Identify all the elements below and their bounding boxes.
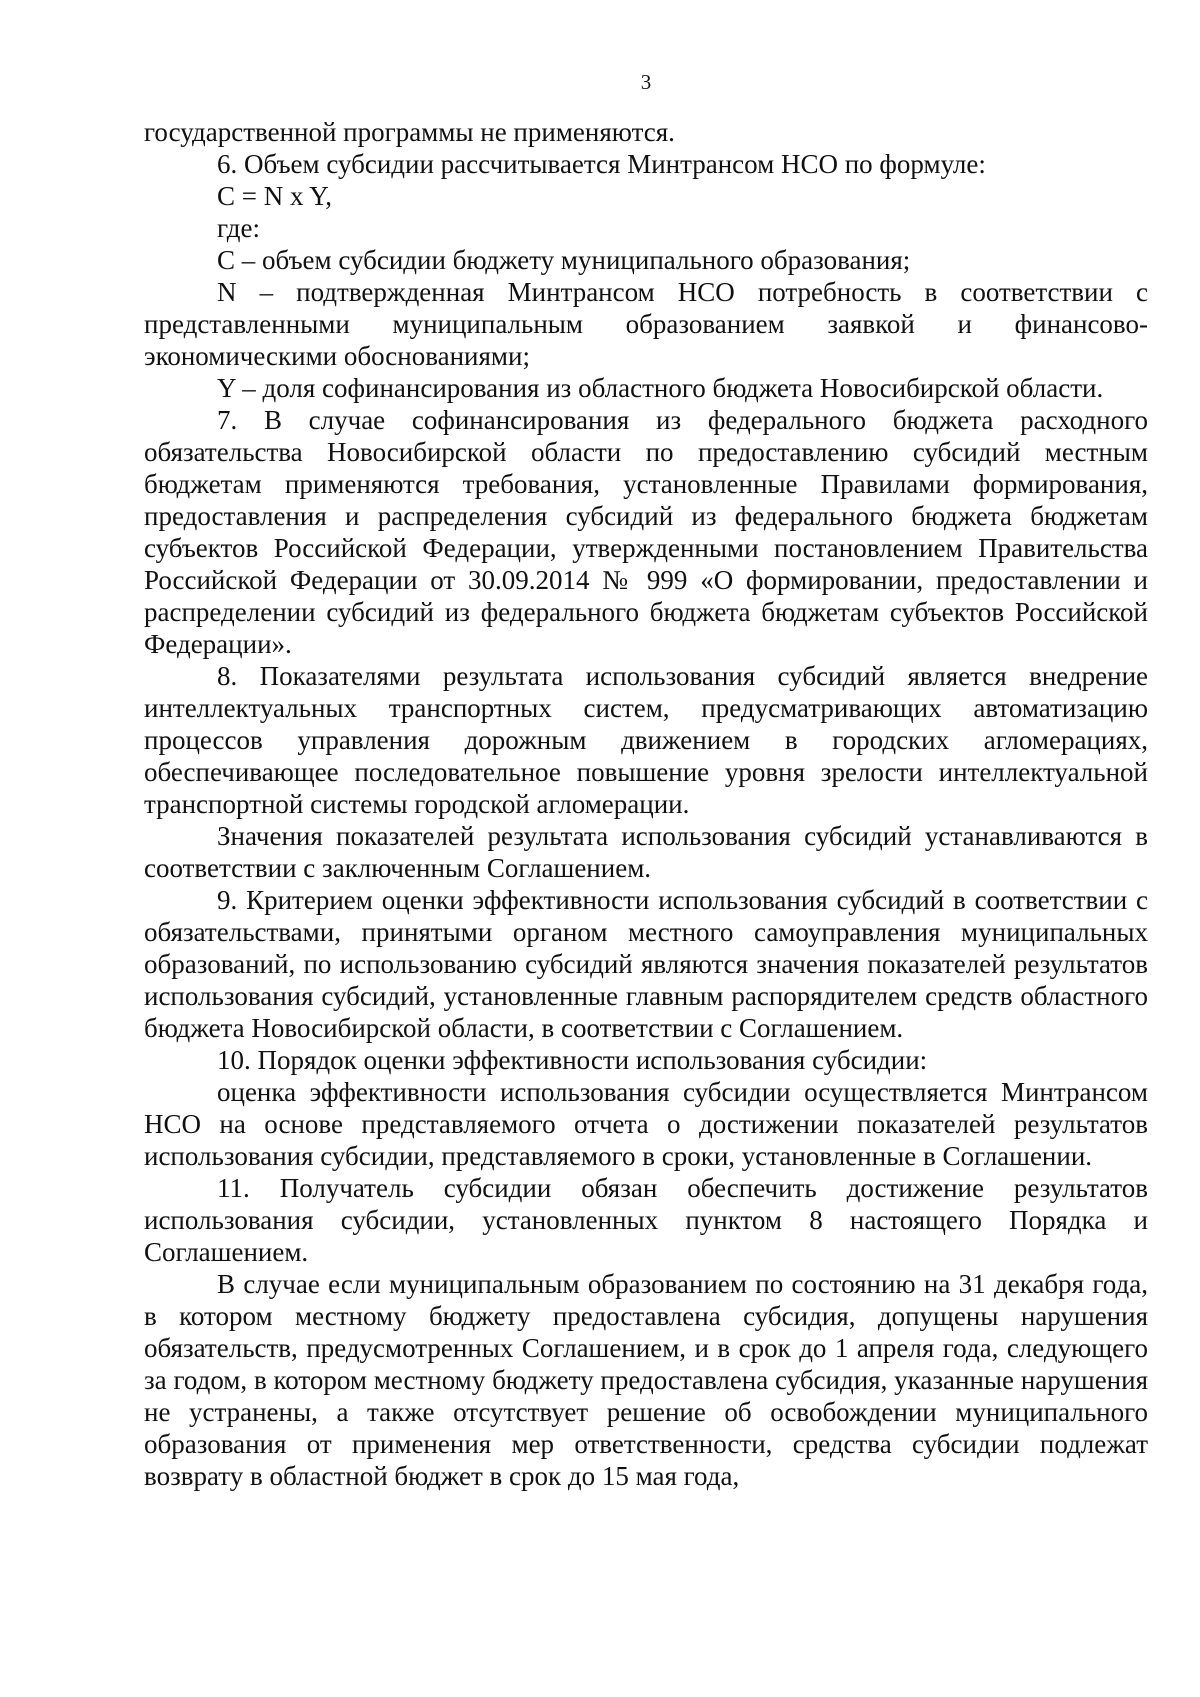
formula: C = N x Y,	[217, 181, 333, 211]
paragraph-item-8: 8. Показателями результата использования субсидий является внедрение интеллектуальных транспортных систем, предусматривающих автоматизацию процессов управления дорожным движением в городских агломерациях, обеспечивающее последовательное повышение уровня зрелости интеллектуальной транспортной системы городской агломерации.	[144, 661, 1148, 819]
document-body	[144, 116, 1148, 1492]
paragraph-evaluation: оценка эффективности использования субсидии осуществляется Минтрансом НСО на основе представляемого отчета о достижении показателей результатов использования субсидии, представляемого в сроки, установленные в Соглашении.	[144, 1077, 1148, 1171]
page-number: 3	[640, 70, 652, 94]
paragraph-item-10: 10. Порядок оценки эффективности использования субсидии:	[217, 1045, 928, 1075]
paragraph-item-9: 9. Критерием оценки эффективности использования субсидий в соответствии с обязательствами, принятыми органом местного самоуправления муниципальных образований, по использованию субсидий являются значения показателей результатов использования субсидий, установленные главным распорядителем средств областного бюджета Новосибирской области, в соответствии с Соглашением.	[144, 885, 1148, 1043]
formula-definition-y: Y – доля софинансирования из областного бюджета Новосибирской области.	[217, 373, 1104, 403]
paragraph-violations: В случае если муниципальным образованием по состоянию на 31 декабря года, в котором местному бюджету предоставлена субсидия, допущены нарушения обязательств, предусмотренных Соглашением, и в срок до 1 апреля года, следующего за годом, в котором местному бюджету предоставлена субсидия, указанные нарушения не устранены, а также отсутствует решение об освобождении муниципального образования от применения мер ответственности, средства субсидии подлежат возврату в областной бюджет в срок до 15 мая года,	[144, 1269, 1148, 1491]
paragraph-continuation: государственной программы не применяются.	[144, 117, 675, 147]
formula-definition-n: N – подтвержденная Минтрансом НСО потребность в соответствии с представленными муниципальным образованием заявкой и финансово-экономическими обоснованиями;	[144, 277, 1148, 371]
paragraph-item-6: 6. Объем субсидии рассчитывается Минтрансом НСО по формуле:	[217, 149, 986, 179]
paragraph-item-11: 11. Получатель субсидии обязан обеспечить достижение результатов использования субсидии, установленных пунктом 8 настоящего Порядка и Соглашением.	[144, 1173, 1148, 1267]
paragraph-indicator-values: Значения показателей результата использования субсидий устанавливаются в соответствии с заключенным Соглашением.	[144, 821, 1148, 883]
paragraph-item-7: 7. В случае софинансирования из федерального бюджета расходного обязательства Новосибирской области по предоставлению субсидий местным бюджетам применяются требования, установленные Правилами формирования, предоставления и распределения субсидий из федерального бюджета бюджетам субъектов Российской Федерации, утвержденными постановлением Правительства Российской Федерации от 30.09.2014 № 999 «О формировании, предоставлении и распределении субсидий из федерального бюджета бюджетам субъектов Российской Федерации».	[144, 405, 1148, 659]
formula-definition-c: C – объем субсидии бюджету муниципального образования;	[217, 245, 911, 275]
formula-where: где:	[217, 213, 260, 243]
